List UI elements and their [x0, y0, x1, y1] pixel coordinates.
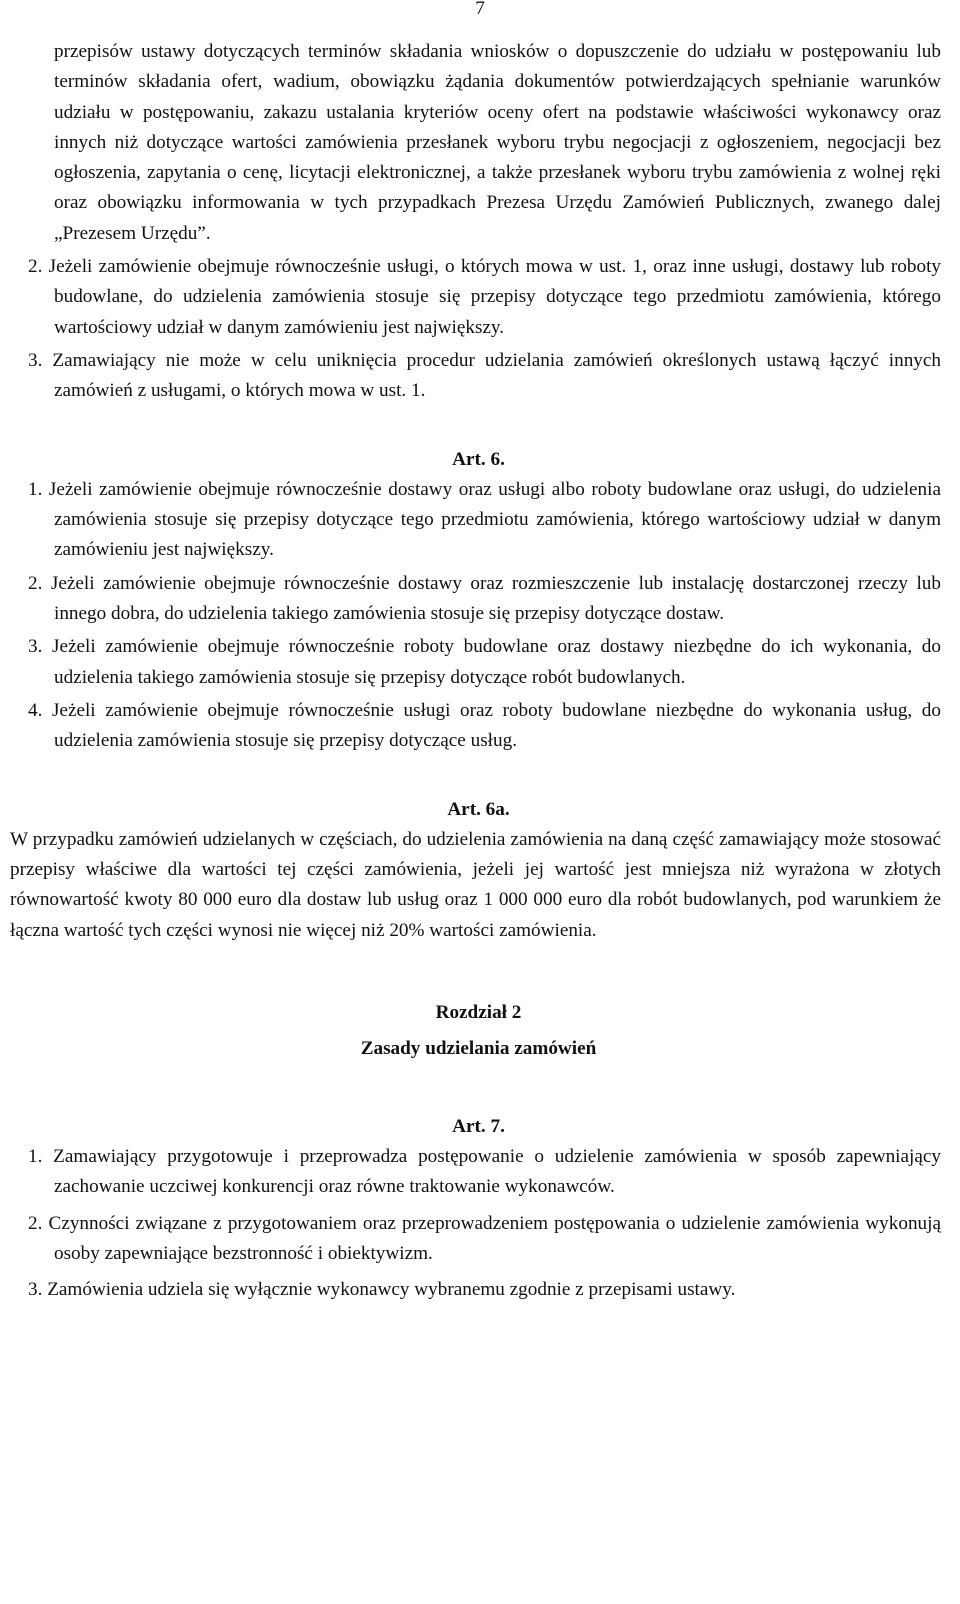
spacer — [10, 407, 941, 445]
art7-paragraph-1: 1. Zamawiający przygotowuje i przeprowadza postępowanie o udzielenie zamówienia w sposób zapewniający zachowanie uczciwej konkurencji oraz równe traktowanie wykonawców. — [28, 1145, 941, 1198]
art6a-paragraph: W przypadku zamówień udzielanych w częściach, do udzielenia zamówienia na daną część zamawiający może stosować przepisy właściwe dla wartości tej części zamówienia, jeżeli jej wartość jest mniejsza niż wyrażona w złotych równowartość kwoty 80 000 euro dla dostaw lub usług oraz 1 000 000 euro dla robót budowlanych, pod warunkiem że łączna wartość tych części wynosi nie więcej niż 20% wartości zamówienia. — [10, 828, 941, 941]
page-number: 7 — [475, 0, 485, 19]
document-body — [10, 37, 941, 1305]
continuation-paragraph: przepisów ustawy dotyczących terminów składania wniosków o dopuszczenie do udziału w postępowaniu lub terminów składania ofert, wadium, obowiązku żądania dokumentów potwierdzających spełnianie warunków udziału w postępowaniu, zakazu ustalania kryteriów oceny ofert na podstawie właściwości wykonawcy oraz innych niż dotyczące wartości zamówienia przesłanek wyboru trybu negocjacji z ogłoszeniem, negocjacji bez ogłoszenia, zapytania o cenę, licytacji elektronicznej, a także przesłanek wyboru trybu zamówienia z wolnej ręki oraz obowiązku informowania w tych przypadkach Prezesa Urzędu Zamówień Publicznych, zwanego dalej „Prezesem Urzędu”. — [54, 41, 941, 244]
spacer — [10, 757, 941, 795]
spacer — [10, 946, 941, 998]
art6a-heading: Art. 6a. — [447, 798, 510, 820]
art7-paragraph-3: 3. Zamówienia udziela się wyłącznie wykonawcy wybranemu zgodnie z przepisami ustawy. — [28, 1279, 736, 1301]
art6-heading: Art. 6. — [452, 448, 505, 470]
art6-paragraph-4: 4. Jeżeli zamówienie obejmuje równocześnie usługi oraz roboty budowlane niezbędne do wykonania usług, do udzielenia zamówienia stosuje się przepisy dotyczące usług. — [28, 699, 941, 752]
art6-paragraph-1: 1. Jeżeli zamówienie obejmuje równocześnie dostawy oraz usługi albo roboty budowlane oraz usługi, do udzielenia zamówienia stosuje się przepisy dotyczące tego przedmiotu zamówienia, którego wartościowy udział w danym zamówieniu jest największy. — [28, 478, 941, 561]
chapter-title: Zasady udzielania zamówień — [360, 1038, 597, 1060]
art6-paragraph-3: 3. Jeżeli zamówienie obejmuje równocześnie roboty budowlane oraz dostawy niezbędne do ich wykonania, do udzielenia takiego zamówienia stosuje się przepisy dotyczące robót budowlanych. — [28, 636, 941, 688]
chapter-number: Rozdział 2 — [435, 1002, 522, 1024]
spacer — [10, 1065, 941, 1112]
art5-paragraph-2: 2. Jeżeli zamówienie obejmuje równocześnie usługi, o których mowa w ust. 1, oraz inne usługi, dostawy lub roboty budowlane, do udzielenia zamówienia stosuje się przepisy dotyczące tego przedmiotu zamówienia, którego wartościowy udział w danym zamówieniu jest największy. — [28, 256, 941, 338]
art5-paragraph-3: 3. Zamawiający nie może w celu uniknięcia procedur udzielania zamówień określonych ustawą łączyć innych zamówień z usługami, o których mowa w ust. 1. — [28, 349, 941, 402]
art7-paragraph-2: 2. Czynności związane z przygotowaniem oraz przeprowadzeniem postępowania o udzielenie zamówienia wykonują osoby zapewniające bezstronność i obiektywizm. — [28, 1212, 941, 1264]
art7-heading: Art. 7. — [452, 1115, 505, 1137]
art6-paragraph-2: 2. Jeżeli zamówienie obejmuje równocześnie dostawy oraz rozmieszczenie lub instalację dostarczonej rzeczy lub innego dobra, do udzielenia takiego zamówienia stosuje się przepisy dotyczące dostaw. — [28, 572, 941, 625]
